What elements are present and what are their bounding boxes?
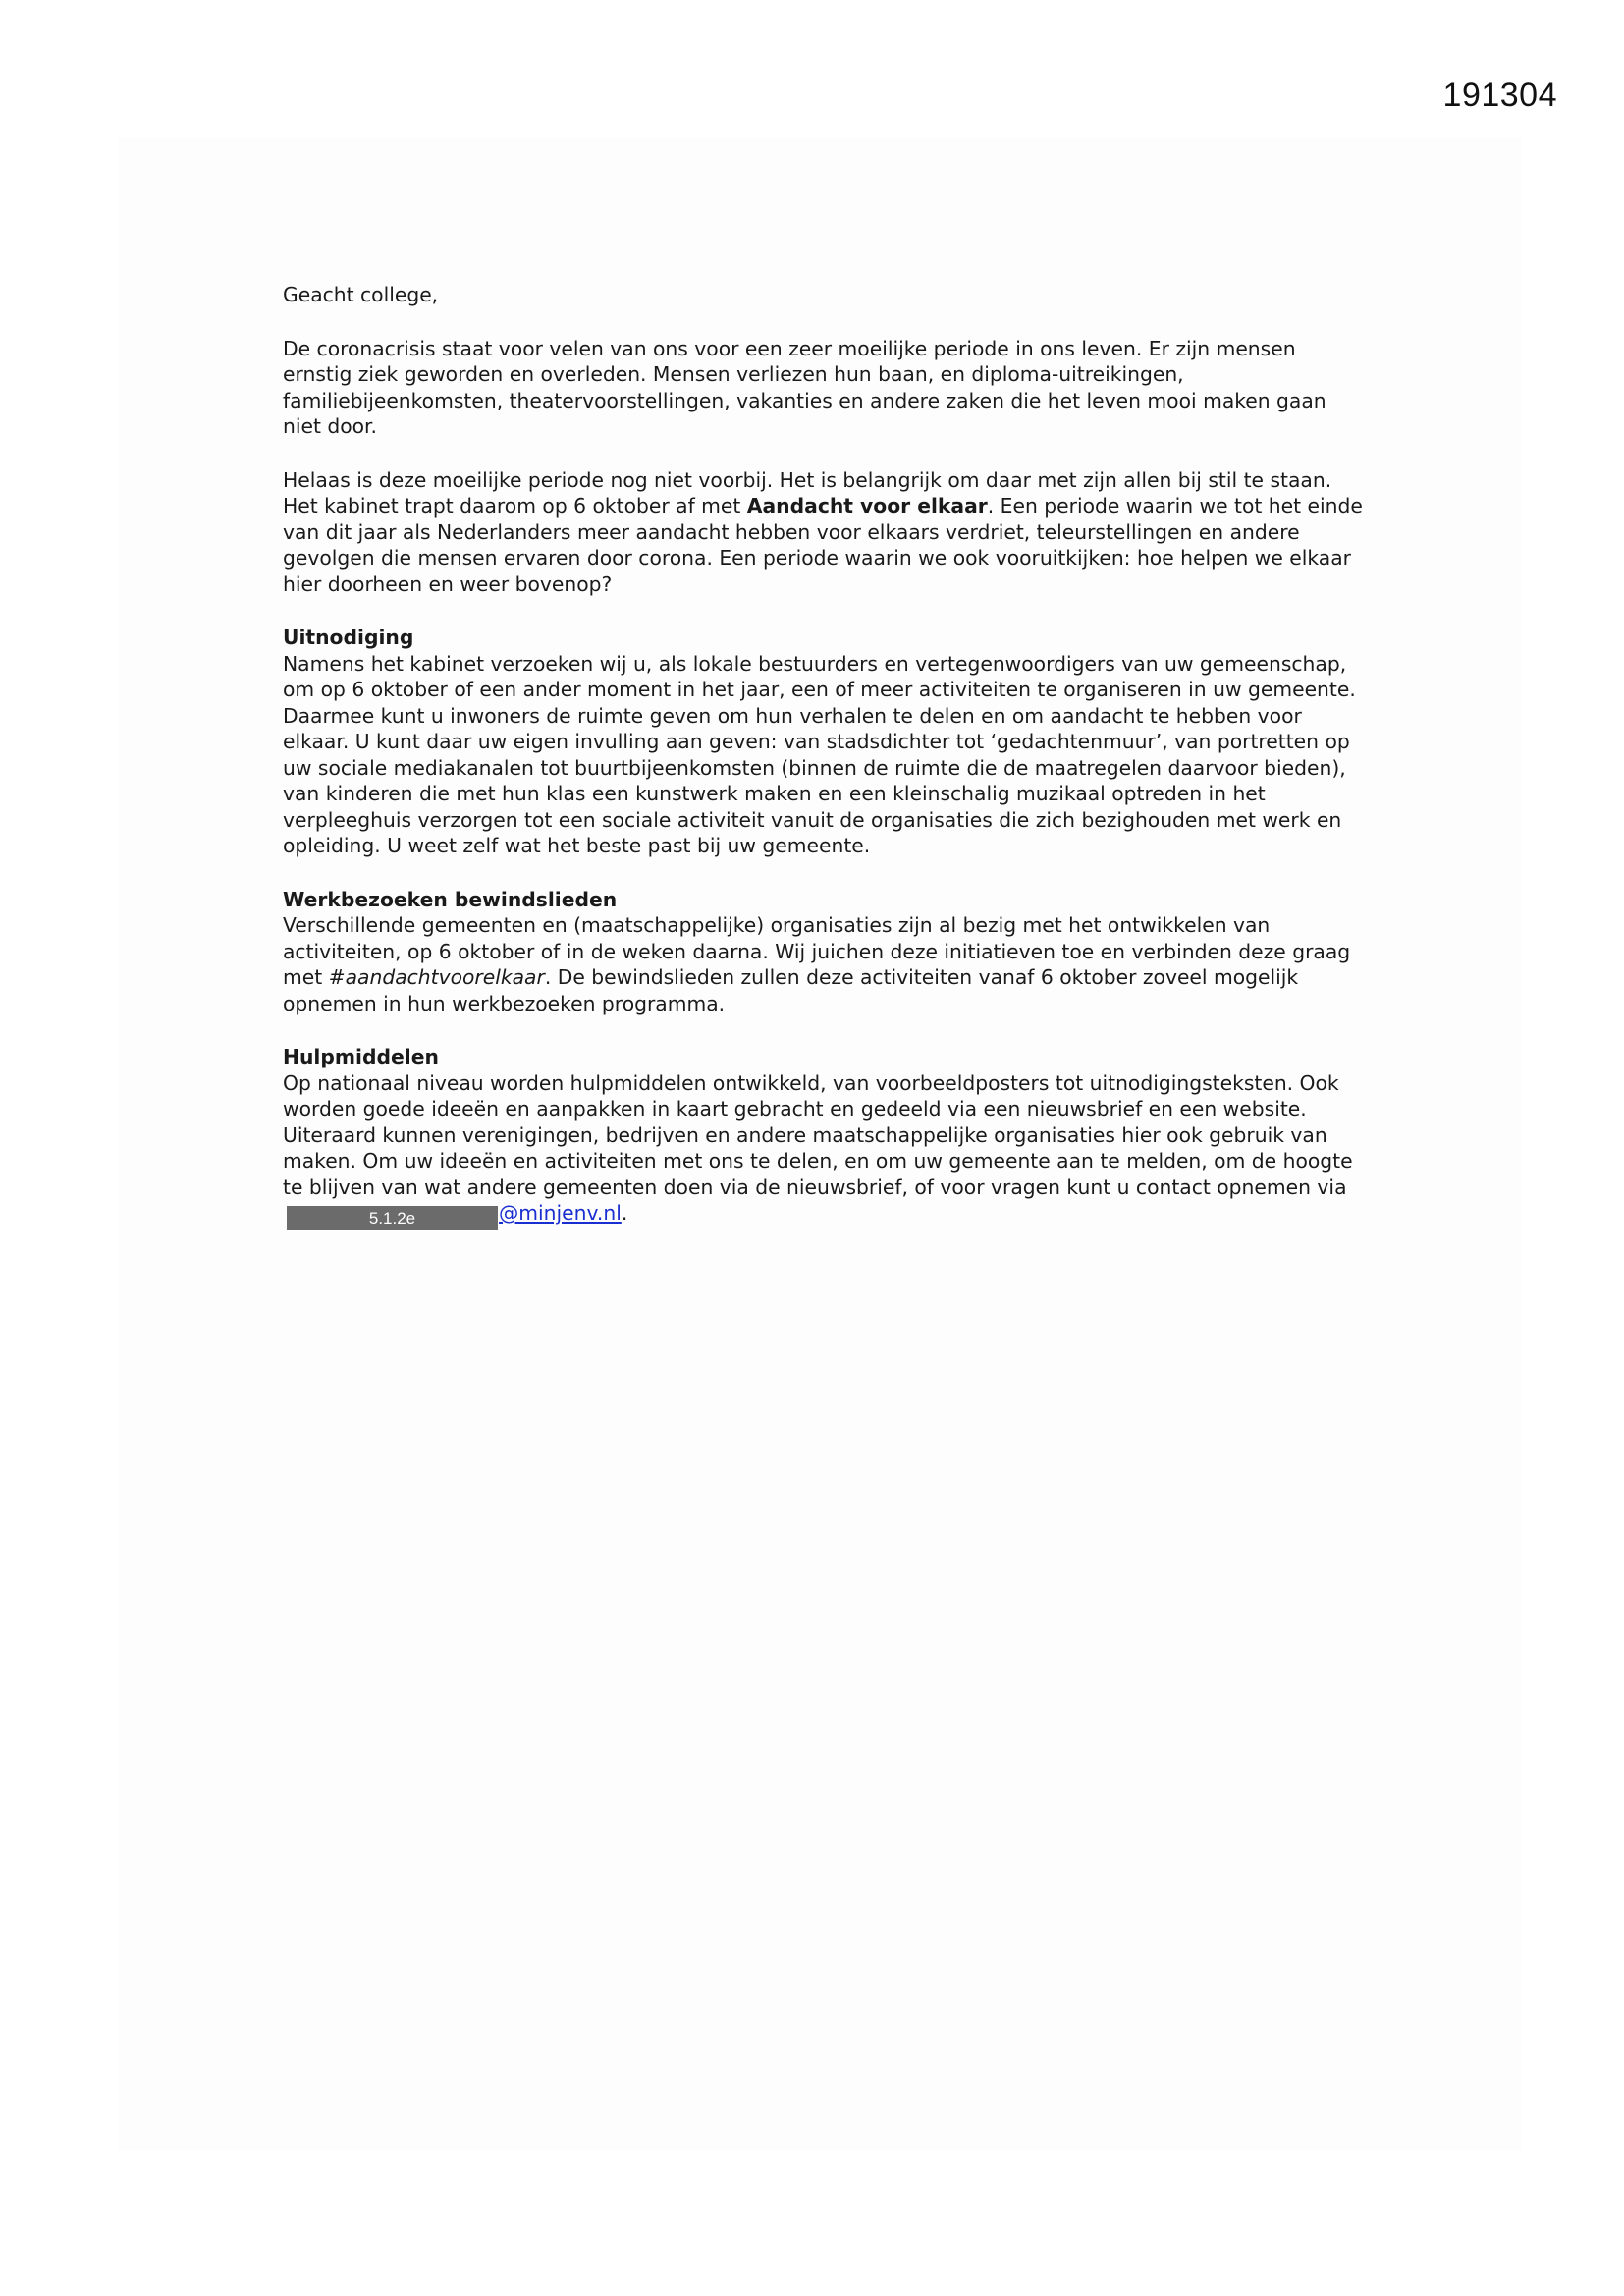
section-werkbezoeken xyxy=(283,887,1368,1017)
intro-paragraph-2 xyxy=(283,467,1368,598)
intro2-before: Helaas is deze moeilijke periode nog niet voorbij. Het is belangrijk om daar met zijn allen bij stil te staan. Het kabinet trapt daarom op 6 oktober af met xyxy=(283,467,1332,518)
email-link[interactable]: @minjenv.nl xyxy=(499,1201,622,1225)
section-hulpmiddelen xyxy=(283,1044,1368,1230)
hashtag: #aandachtvoorelkaar xyxy=(328,965,545,989)
section-heading: Werkbezoeken bewindslieden xyxy=(283,887,618,911)
campaign-name: Aandacht voor elkaar xyxy=(746,494,988,518)
section-body: Namens het kabinet verzoeken wij u, als lokale bestuurders en vertegenwoordigers van uw gemeenschap, om op 6 oktober of een ander moment in het jaar, een of meer activiteiten te organiseren in uw gemeente. Daarmee kunt u inwoners de ruimte geven om hun verhalen te delen en om aandacht te hebben voor elkaar. U kunt daar uw eigen invulling aan geven: van stadsdichter tot ‘gedachtenmuur’, van portretten op uw sociale mediakanalen tot buurtbijeenkomsten (binnen de ruimte die de maatregelen daarvoor bieden), van kinderen die met hun klas een kunstwerk maken en een kleinschalig muzikaal optreden in het verpleeghuis verzorgen tot een sociale activiteit vanuit de organisaties die zich bezighouden met werk en opleiding. U weet zelf wat het beste past bij uw gemeente. xyxy=(283,651,1356,857)
end-punctuation: . xyxy=(621,1201,628,1225)
werkbezoeken-after: . De bewindslieden zullen deze activiteiten vanaf 6 oktober zoveel mogelijk opnemen in hun werkbezoeken programma. xyxy=(283,965,1299,1015)
section-uitnodiging xyxy=(283,625,1368,859)
intro2-after: . Een periode waarin we tot het einde van dit jaar als Nederlanders meer aandacht hebben voor elkaars verdriet, teleurstellingen en andere gevolgen die mensen ervaren door corona. Een periode waarin we ook vooruitkijken: hoe helpen we elkaar hier doorheen en weer bovenop? xyxy=(283,494,1363,596)
hulpmiddelen-body: Op nationaal niveau worden hulpmiddelen ontwikkeld, van voorbeeldposters tot uitnodigingsteksten. Ook worden goede ideeën en aanpakken in kaart gebracht en gedeeld via een nieuwsbrief en een website. Uiteraard kunnen verenigingen, bedrijven en andere maatschappelijke organisaties hier ook gebruik van maken. Om uw ideeën en activiteiten met ons te delen, en om uw gemeente aan te melden, om de hoogte te blijven van wat andere gemeenten doen via de nieuwsbrief, of voor vragen kunt u contact opnemen via xyxy=(283,1070,1353,1199)
section-heading: Hulpmiddelen xyxy=(283,1045,439,1068)
salutation: Geacht college, xyxy=(283,283,439,306)
intro-paragraph: De coronacrisis staat voor velen van ons voor een zeer moeilijke periode in ons leven. Er zijn mensen ernstig ziek geworden en overleden. Mensen verliezen hun baan, en diploma-uitreikingen, familiebijeenkomsten, theatervoorstellingen, vakanties en andere zaken die het leven mooi maken gaan niet door. xyxy=(283,336,1326,438)
section-body xyxy=(283,1070,1368,1231)
letter-body xyxy=(283,282,1368,1258)
document-number: 191304 xyxy=(1442,77,1557,114)
section-heading: Uitnodiging xyxy=(283,626,414,649)
redaction-box: 5.1.2e xyxy=(287,1206,498,1230)
section-body xyxy=(283,912,1368,1016)
werkbezoeken-before: Verschillende gemeenten en (maatschappelijke) organisaties zijn al bezig met het ontwikkelen van activiteiten, op 6 oktober of in de weken daarna. Wij juichen deze initiatieven toe en verbinden deze graag met xyxy=(283,913,1351,989)
